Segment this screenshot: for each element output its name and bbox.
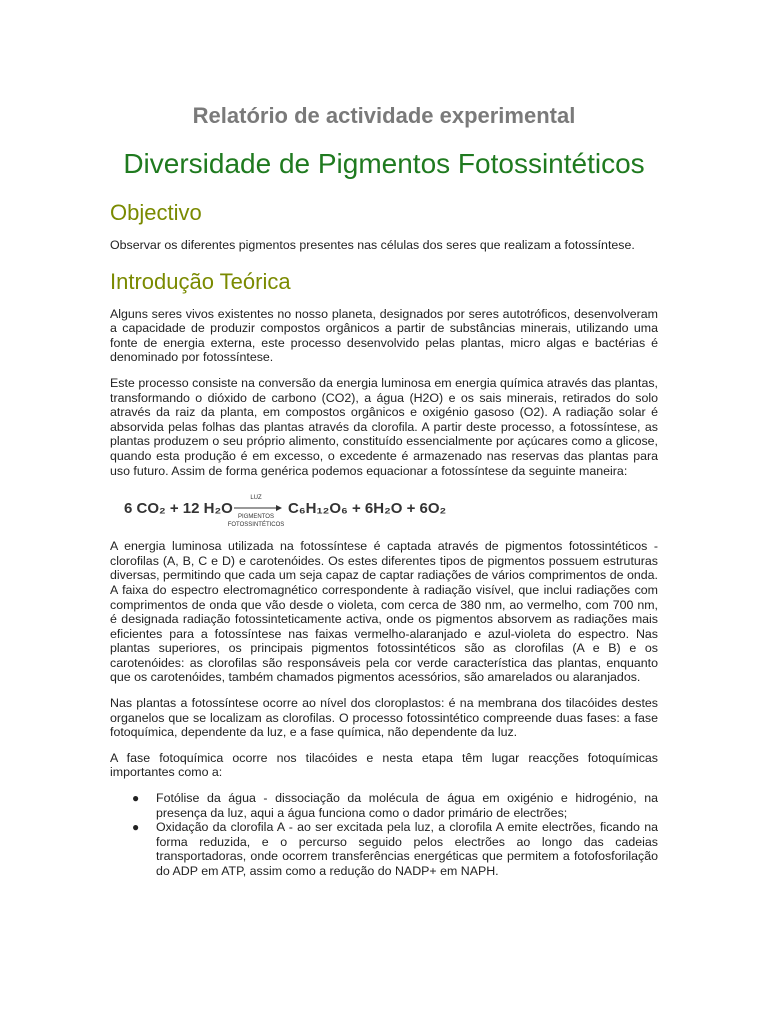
equation-arrow-label-bottom-2: FOTOSSINTÉTICOS [227,522,285,529]
intro-paragraph-2: Este processo consiste na conversão da energia luminosa em energia química através das plantas, transformando o dióxido de carbono (CO2), a água (H2O) e os sais minerais, retirados do solo através da raiz da planta, em compostos orgânicos e oxigénio gasoso (O2). A radiação solar é absorvida pelas folhas das plantas através da clorofila. A partir deste processo, a fotossíntese, as plantas produzem o seu próprio alimento, constituído essencialmente por açúcares como a glicose, quando esta produção é em excesso, o excedente é armazenado nas reservas das plantas para uso futuro. Assim de forma genérica podemos equacionar a fotossíntese da seguinte maneira: [110,375,658,478]
intro-heading: Introdução Teórica [110,268,291,294]
intro-paragraph-5: A fase fotoquímica ocorre nos tilacóides e nesta etapa têm lugar reacções fotoquímicas importantes como a: [110,750,658,780]
equation-arrow-label-top: LUZ [250,495,262,502]
photosynthesis-equation [110,489,658,531]
intro-paragraph-1: Alguns seres vivos existentes no nosso planeta, designados por seres autotróficos, desenvolveram a capacidade de produzir compostos orgânicos a partir de substâncias minerais, utilizando uma fonte de energia externa, este processo desenvolvido pelas plantas, micro algas e bactérias é denominado por fotossíntese. [110,306,658,365]
list-item [110,791,658,820]
objective-heading: Objectivo [110,200,202,225]
document-page [110,100,658,879]
reaction-arrow-icon [234,505,282,511]
list-item [110,820,658,878]
equation-arrow-label-bottom-1: PIGMENTOS [238,514,274,521]
equation-reactants: 6 CO₂ + 12 H₂O [124,500,233,518]
document-title: Diversidade de Pigmentos Fotossintéticos [123,148,645,179]
intro-paragraph-4: Nas plantas a fotossíntese ocorre ao nível dos cloroplastos: é na membrana dos tilacóides destes organelos que se localizam as clorofilas. O processo fotossintético compreende duas fases: a fase fotoquímica, dependente da luz, e a fase química, não dependente da luz. [110,696,658,740]
list-item-text: Oxidação da clorofila A - ao ser excitada pela luz, a clorofila A emite electrões, ficando na forma reduzida, e o percurso seguido pelos electrões ao longo das cadeias transportadoras, onde ocorrem transferências energéticas que permitem a fotofosforilação do ADP em ATP, assim como a redução do NADP+ em NAPH. [156,820,658,878]
intro-paragraph-3: A energia luminosa utilizada na fotossíntese é captada através de pigmentos fotossintéticos - clorofilas (A, B, C e D) e carotenóides. Os estes diferentes tipos de pigmentos possuem estruturas diversas, permitindo que cada um seja capaz de captar radiações de vários comprimentos de onda. A faixa do espectro electromagnético correspondente à radiação visível, que inclui radiações com comprimentos de onda que vão desde o violeta, com cerca de 380 nm, ao vermelho, com 700 nm, é designada radiação fotossinteticamente activa, onde os pigmentos absorvem as radiações mais eficientes para a fotossíntese nas faixas vermelho-alaranjado e azul-violeta do espectro. Nas plantas superiores, os principais pigmentos fotossintéticos são as clorofilas (A e B) e os carotenóides: as clorofilas são responsáveis pela cor verde característica das plantas, enquanto que os carotenóides, também chamados pigmentos acessórios, são amarelados ou alaranjados. [110,539,658,685]
bullet-icon: ● [132,791,140,806]
list-item-text: Fotólise da água - dissociação da molécula de água em oxigénio e hidrogénio, na presença da luz, aqui a água funciona como o dador primário de electrões; [156,791,658,820]
equation-products: C₆H₁₂O₆ + 6H₂O + 6O₂ [288,500,447,518]
objective-text: Observar os diferentes pigmentos presentes nas células dos seres que realizam a fotossíntese. [110,238,635,252]
reactions-list [110,791,658,879]
document-subtitle: Relatório de actividade experimental [192,103,576,128]
bullet-icon: ● [132,820,140,835]
